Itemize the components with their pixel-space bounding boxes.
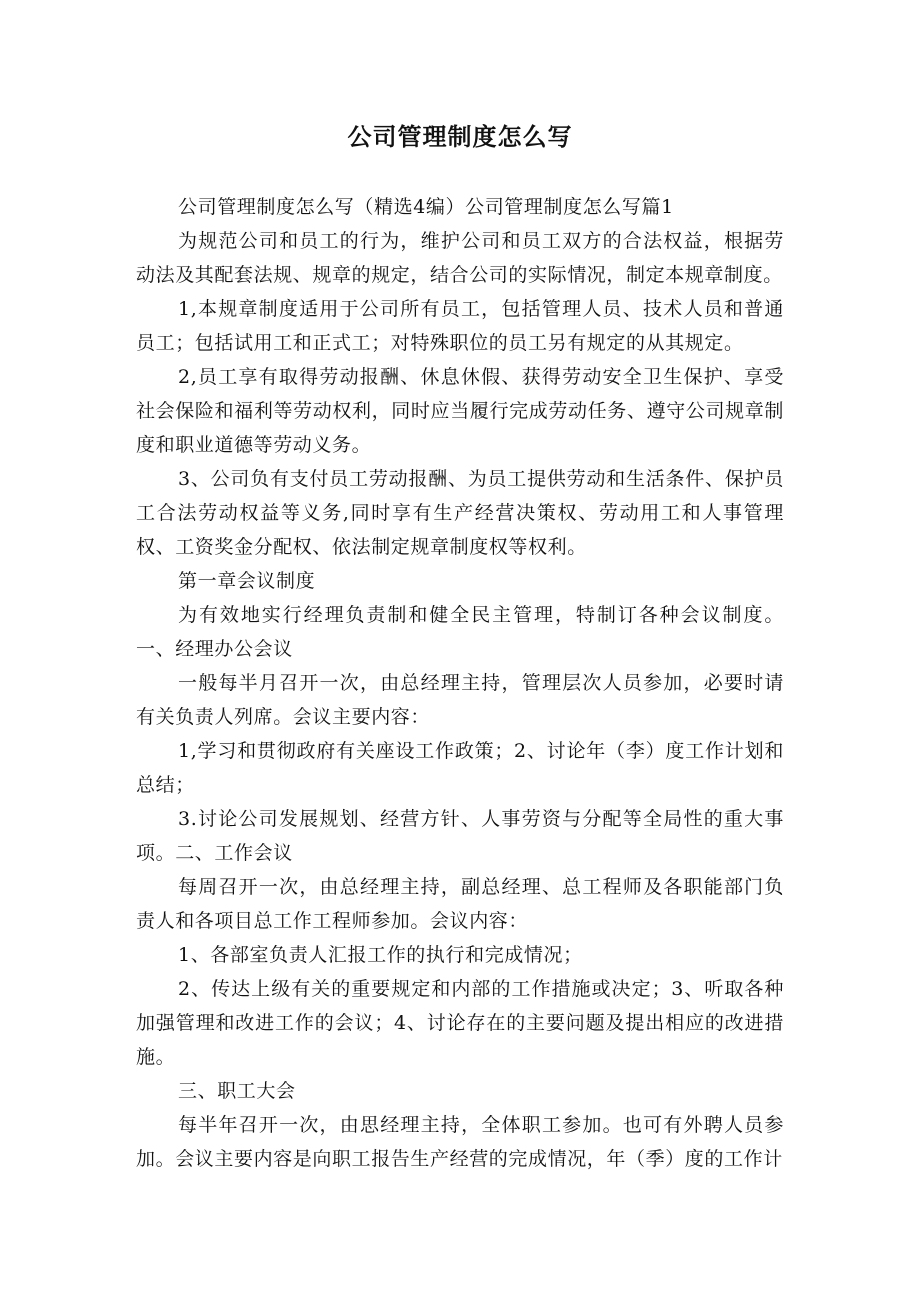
paragraph-clause-1: 1,本规章制度适用于公司所有员工，包括管理人员、技术人员和普通员工；包括试用工和正式工；对特殊职位的员工另有规定的从其规定。 bbox=[136, 298, 784, 354]
paragraph-work-item-1: 1、各部室负责人汇报工作的执行和完成情况； bbox=[178, 944, 583, 966]
section-heading-staff-assembly: 三、职工大会 bbox=[178, 1080, 296, 1102]
paragraph-clause-3: 3、公司负有支付员工劳动报酬、为员工提供劳动和生活条件、保护员工合法劳动权益等义务,同时享有生产经营决策权、劳动用工和人事管理权、工资奖金分配权、依法制定规章制度权等权利。 bbox=[136, 468, 784, 558]
chapter-heading-meetings: 第一章会议制度 bbox=[178, 570, 316, 592]
document-title: 公司管理制度怎么写 bbox=[347, 123, 573, 151]
paragraph-manager-item-1-2: 1,学习和贯彻政府有关座设工作政策；2、讨论年（李）度工作计划和总结； bbox=[136, 740, 784, 796]
document-body bbox=[136, 190, 784, 1176]
paragraph-purpose: 为规范公司和员工的行为，维护公司和员工双方的合法权益，根据劳动法及其配套法规、规章的规定，结合公司的实际情况，制定本规章制度。 bbox=[136, 230, 784, 286]
paragraph-clause-2: 2,员工享有取得劳动报酬、休息休假、获得劳动安全卫生保护、享受社会保险和福利等劳动权利，同时应当履行完成劳动任务、遵守公司规章制度和职业道德等劳动义务。 bbox=[136, 366, 784, 456]
paragraph-work-item-2-4: 2、传达上级有关的重要规定和内部的工作措施或决定；3、听取各种加强管理和改进工作的会议；4、讨论存在的主要问题及提出相应的改进措施。 bbox=[136, 978, 784, 1068]
paragraph-intro: 公司管理制度怎么写（精选4编）公司管理制度怎么写篇1 bbox=[178, 196, 674, 218]
paragraph-manager-item-3: 3.讨论公司发展规划、经营方针、人事劳资与分配等全局性的重大事项。二、工作会议 bbox=[136, 808, 784, 864]
paragraph-meeting-intro: 为有效地实行经理负责制和健全民主管理，特制订各种会议制度。一、经理办公会议 bbox=[136, 604, 784, 660]
paragraph-work-meeting: 每周召开一次，由总经理主持，副总经理、总工程师及各职能部门负责人和各项目总工作工程师参加。会议内容： bbox=[136, 876, 784, 932]
paragraph-manager-meeting: 一般每半月召开一次，由总经理主持，管理层次人员参加，必要时请有关负责人列席。会议主要内容： bbox=[136, 672, 784, 728]
paragraph-staff-assembly: 每半年召开一次，由思经理主持，全体职工参加。也可有外聘人员参加。会议主要内容是向职工报告生产经营的完成情况，年（季）度的工作计 bbox=[136, 1114, 784, 1170]
